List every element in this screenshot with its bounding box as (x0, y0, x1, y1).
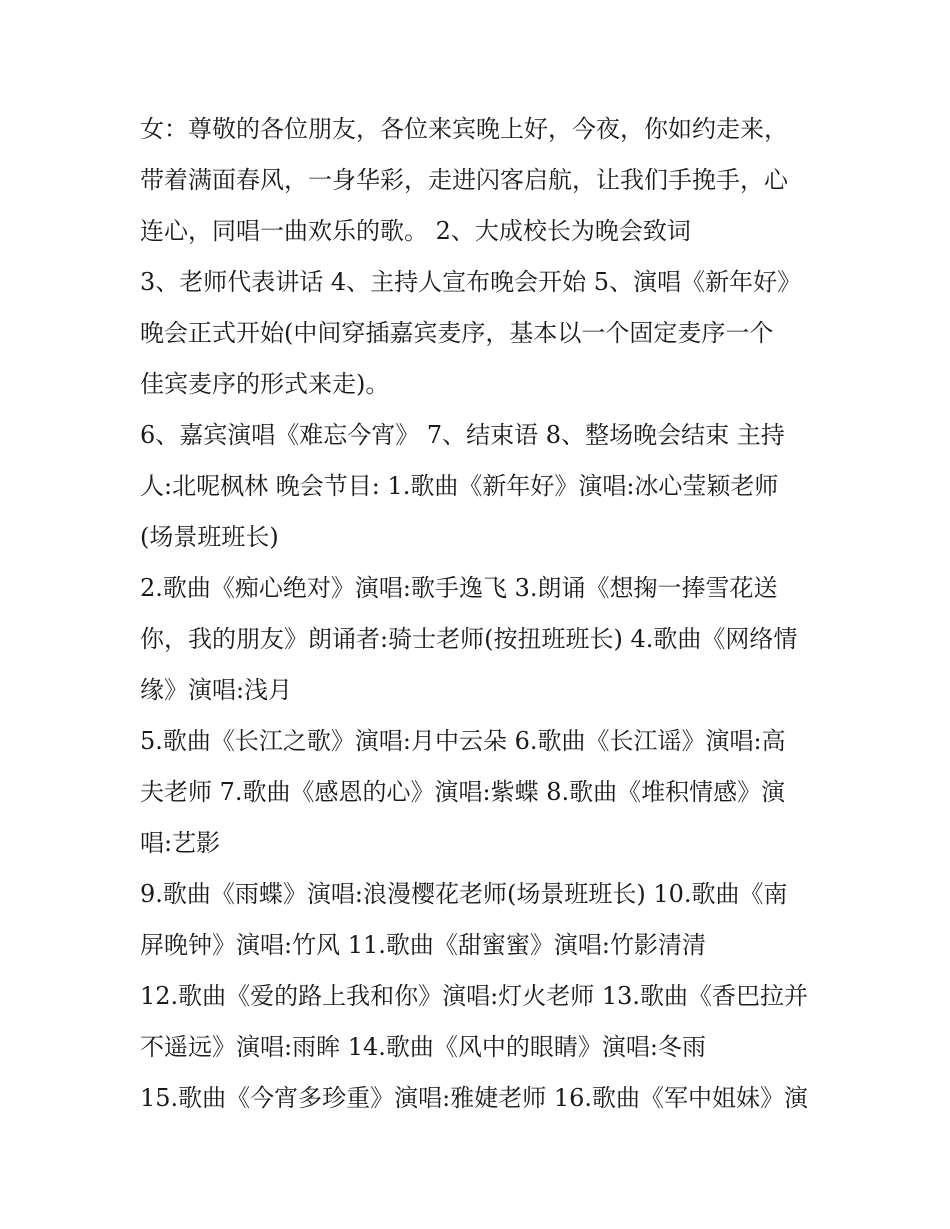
text-line: (场景班班长) (140, 523, 279, 551)
text-line: 6、嘉宾演唱《难忘今宵》 7、结束语 8、整场晚会结束 主持 (140, 421, 785, 449)
text-line: 你，我的朋友》朗诵者:骑士老师(按扭班班长) 4.歌曲《网络情 (140, 625, 798, 653)
text-line: 3、老师代表讲话 4、主持人宣布晚会开始 5、演唱《新年好》 (140, 268, 802, 296)
text-line: 屏晚钟》演唱:竹风 11.歌曲《甜蜜蜜》演唱:竹影清清 (140, 931, 706, 959)
text-line: 夫老师 7.歌曲《感恩的心》演唱:紫蝶 8.歌曲《堆积情感》演 (140, 778, 786, 806)
text-line: 5.歌曲《长江之歌》演唱:月中云朵 6.歌曲《长江谣》演唱:高 (140, 727, 786, 755)
document-body (140, 104, 820, 1124)
text-line: 唱:艺影 (140, 829, 221, 857)
text-line: 人:北呢枫林 晚会节目: 1.歌曲《新年好》演唱:冰心莹颖老师 (140, 472, 779, 500)
text-line: 女：尊敬的各位朋友，各位来宾晚上好，今夜，你如约走来， (140, 115, 788, 143)
text-line: 2.歌曲《痴心绝对》演唱:歌手逸飞 3.朗诵《想掬一捧雪花送 (140, 574, 778, 602)
text-line: 带着满面春风，一身华彩，走进闪客启航，让我们手挽手，心 (140, 166, 788, 194)
text-line: 9.歌曲《雨蝶》演唱:浪漫樱花老师(场景班班长) 10.歌曲《南 (140, 880, 788, 908)
text-line: 12.歌曲《爱的路上我和你》演唱:灯火老师 13.歌曲《香巴拉并 (140, 982, 809, 1010)
text-line: 不遥远》演唱:雨眸 14.歌曲《风中的眼睛》演唱:冬雨 (140, 1033, 706, 1061)
text-line: 连心，同唱一曲欢乐的歌。 2、大成校长为晚会致词 (140, 217, 691, 245)
text-line: 晚会正式开始(中间穿插嘉宾麦序，基本以一个固定麦序一个 (140, 319, 774, 347)
text-line: 缘》演唱:浅月 (140, 676, 293, 704)
text-line: 15.歌曲《今宵多珍重》演唱:雅婕老师 16.歌曲《军中姐妹》演 (140, 1084, 809, 1112)
text-line: 佳宾麦序的形式来走)。 (140, 370, 390, 398)
